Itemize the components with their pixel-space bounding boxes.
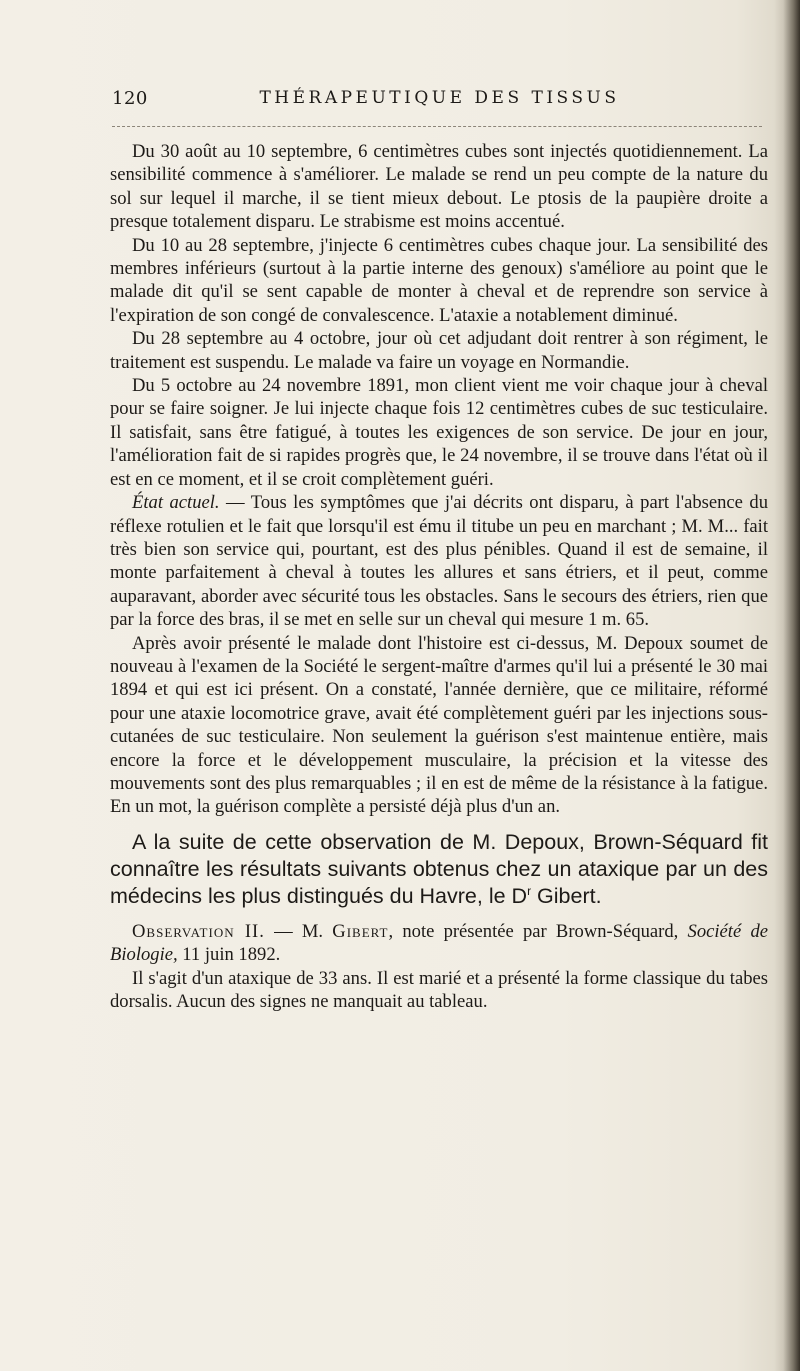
paragraph: Du 28 septembre au 4 octobre, jour où cet adjudant doit rentrer à son régiment, le traitement est suspendu. Le malade va faire un voyage en Normandie. [110, 328, 768, 373]
page-number: 120 [112, 88, 148, 109]
paragraph-text: — Tous les symptômes que j'ai décrits ont disparu, à part l'absence du réflexe rotulien et le fait que lorsqu'il est ému il titube un peu en marchant ; M. M... fait très bien son service qui, pourtant, est des plus pénibles. Quand il est de semaine, il monte parfaitement à cheval à toutes les allures et sans étriers, et il peut, comme auparavant, aborder avec sécurité tous les obstacles. Sans le secours des étriers, rien que par la force des bras, il se met en selle sur un cheval qui mesure 1 m. 65. [110, 492, 768, 631]
superscript: r [527, 883, 532, 898]
section-label: État actuel. [132, 492, 220, 514]
paragraph: Du 10 au 28 septembre, j'injecte 6 centimètres cubes chaque jour. La sensibilité des membres inférieurs (surtout à la partie interne des genoux) s'améliore au point que le malade dit qu'il se sent capable de monter à cheval et de reprendre son service à l'expiration de son congé de convalescence. L'ataxie a notablement diminué. [110, 234, 768, 326]
body-text [110, 140, 768, 1013]
running-header [112, 88, 767, 114]
header-rule [112, 126, 762, 127]
page-edge-shadow [774, 0, 800, 1371]
text: , note présentée par Brown-Séquard, [388, 920, 688, 942]
author-name: Gibert [332, 920, 389, 942]
observation-label: Observation II. [132, 920, 265, 942]
observation-heading [110, 920, 768, 967]
running-title: THÉRAPEUTIQUE DES TISSUS [259, 88, 620, 108]
text: 11 juin 1892. [177, 944, 281, 966]
paragraph: Après avoir présenté le malade dont l'histoire est ci-dessus, M. Depoux soumet de nouveau à l'examen de la Société le sergent-maître d'armes qu'il lui a présenté le 30 mai 1894 et qui est ici présent. On a constaté, l'année dernière, que ce militaire, réformé pour une ataxie locomotrice grave, avait été complètement guéri par les injections sous-cutanées de suc testiculaire. Non seulement la guérison s'est maintenue entière, mais encore la force et le développement musculaire, la précision et la vitesse des mouvements sont des plus remarquables ; il en est de même de la résistance à la fatigue. En un mot, la guérison complète a persisté déjà plus d'un an. [110, 632, 768, 818]
paragraph-text: Gibert. [531, 883, 602, 908]
paragraph: Il s'agit d'un ataxique de 33 ans. Il est marié et a présenté la forme classique du tabes dorsalis. Aucun des signes ne manquait au tableau. [110, 967, 768, 1012]
paragraph-text: A la suite de cette observation de M. Depoux, Brown-Séquard fit connaître les résultats suivants obtenus chez un ataxique par un des médecins les plus distingués du Havre, le D [110, 829, 768, 908]
transition-paragraph [110, 829, 768, 910]
text: — M. [264, 920, 333, 942]
paragraph: Du 30 août au 10 septembre, 6 centimètres cubes sont injectés quotidiennement. La sensibilité commence à s'améliorer. Le malade se rend un peu compte de la nature du sol sur lequel il marche, il se tient mieux debout. Le ptosis de la paupière droite a presque totalement disparu. Le strabisme est moins accentué. [110, 141, 768, 233]
paragraph-etat-actuel [110, 491, 768, 631]
journal-name: Société de Biologie, [110, 920, 768, 966]
paragraph: Du 5 octobre au 24 novembre 1891, mon client vient me voir chaque jour à cheval pour se faire soigner. Je lui injecte chaque fois 12 centimètres cubes de suc testiculaire. Il satisfait, sans être fatigué, à toutes les exigences de son service. De jour en jour, l'amélioration fait de si rapides progrès que, le 24 novembre, il se trouve dans l'état où il est en ce moment, et il se croit complètement guéri. [110, 375, 768, 490]
